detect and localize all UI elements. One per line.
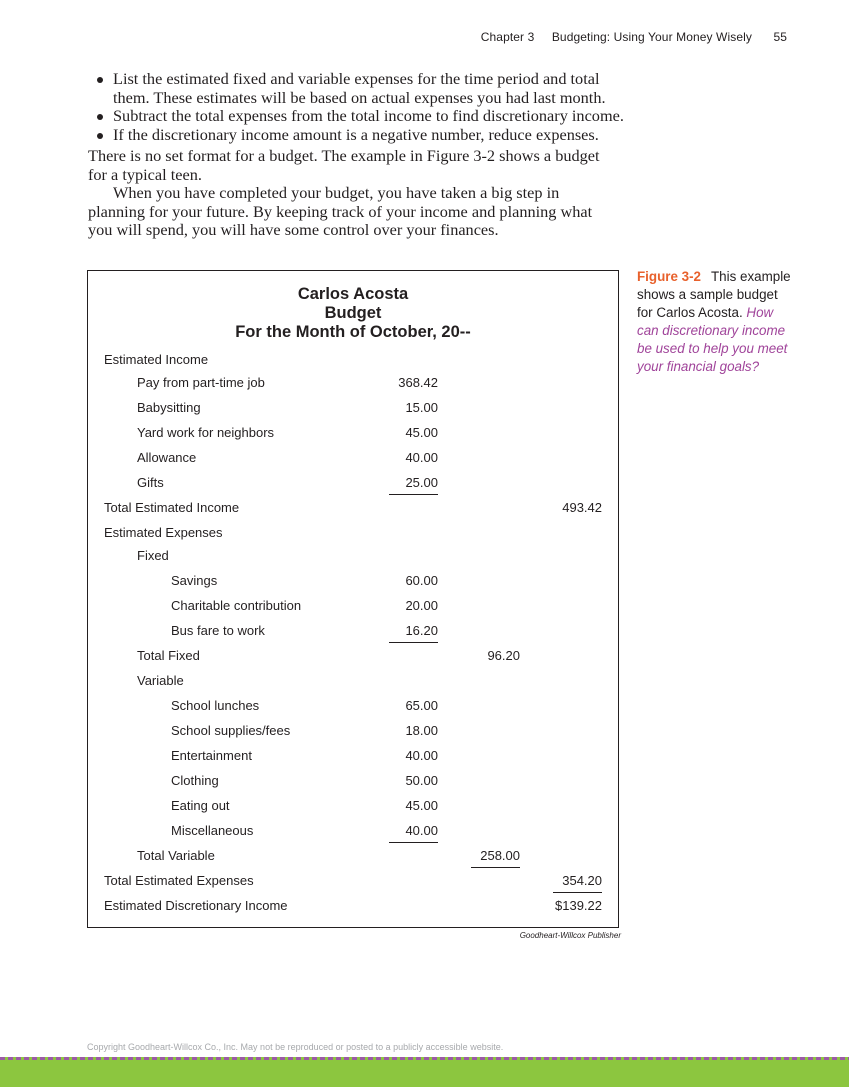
figure-caption	[637, 268, 797, 376]
row-label: Estimated Income	[104, 352, 209, 367]
row-amount: 368.42	[398, 375, 438, 390]
list-item: If the discretionary income amount is a negative number, reduce expenses.	[94, 126, 624, 145]
income-row	[88, 373, 618, 393]
budget-subtitle: Budget	[324, 304, 382, 322]
row-amount: 20.00	[405, 598, 438, 613]
subtotal-rule	[471, 867, 520, 868]
total-fixed-row	[88, 646, 618, 666]
chapter-title: Budgeting: Using Your Money Wisely	[551, 30, 752, 44]
total-expenses-row	[88, 871, 618, 891]
total-income-row	[88, 498, 618, 518]
row-label: School supplies/fees	[171, 723, 291, 738]
row-amount: 493.42	[562, 500, 602, 515]
row-label: Total Fixed	[137, 648, 200, 663]
fixed-expense-row	[88, 596, 618, 616]
total-variable-row	[88, 846, 618, 866]
row-amount: 16.20	[405, 623, 438, 638]
variable-expense-row	[88, 721, 618, 741]
variable-expense-row	[88, 746, 618, 766]
caption-question: How can discretionary income be used to help you meet your financial goals?	[637, 305, 788, 374]
estimated-income-heading	[88, 350, 618, 370]
fixed-heading	[88, 546, 618, 566]
income-row	[88, 448, 618, 468]
budget-name: Carlos Acosta	[297, 285, 409, 303]
row-amount: 60.00	[405, 573, 438, 588]
copyright-notice: Copyright Goodheart-Willcox Co., Inc. May not be reproduced or posted to a publicly accessible website.	[87, 1042, 504, 1052]
subtotal-rule	[389, 642, 438, 643]
income-row	[88, 398, 618, 418]
row-amount: 40.00	[405, 450, 438, 465]
variable-expense-row	[88, 821, 618, 841]
row-amount: 40.00	[405, 748, 438, 763]
row-label: Yard work for neighbors	[137, 425, 275, 440]
row-label: Charitable contribution	[171, 598, 302, 613]
page-number: 55	[773, 30, 787, 44]
row-label: Babysitting	[137, 400, 201, 415]
row-label: Estimated Discretionary Income	[104, 898, 288, 913]
discretionary-income-row	[88, 896, 618, 916]
row-amount: 65.00	[405, 698, 438, 713]
variable-expense-row	[88, 696, 618, 716]
row-label: Bus fare to work	[171, 623, 265, 638]
figure-label: Figure 3-2	[637, 269, 701, 284]
row-label: Allowance	[137, 450, 197, 465]
fixed-expense-row	[88, 621, 618, 641]
footer-dotted-border	[0, 1057, 849, 1060]
row-label: Total Variable	[137, 848, 215, 863]
publisher-credit: Goodheart-Willcox Publisher	[519, 931, 621, 940]
subtotal-rule	[389, 842, 438, 843]
row-label: Estimated Expenses	[104, 525, 223, 540]
estimated-expenses-heading	[88, 523, 618, 543]
row-label: Eating out	[171, 798, 230, 813]
caption-text: This example shows a sample budget for Carlos Acosta.	[637, 269, 791, 320]
row-label: Miscellaneous	[171, 823, 254, 838]
row-amount: 96.20	[487, 648, 520, 663]
row-label: Fixed	[137, 548, 169, 563]
row-label: Variable	[137, 673, 184, 688]
row-label: Entertainment	[171, 748, 252, 763]
fixed-expense-row	[88, 571, 618, 591]
variable-heading	[88, 671, 618, 691]
row-label: Clothing	[171, 773, 219, 788]
row-amount: 40.00	[405, 823, 438, 838]
row-label: Gifts	[137, 475, 164, 490]
row-amount: 258.00	[480, 848, 520, 863]
subtotal-rule	[553, 892, 602, 893]
row-amount: 354.20	[562, 873, 602, 888]
variable-expense-row	[88, 771, 618, 791]
row-label: Total Estimated Income	[104, 500, 240, 515]
row-label: Pay from part-time job	[137, 375, 265, 390]
income-row	[88, 423, 618, 443]
chapter-number: Chapter 3	[480, 30, 535, 44]
paragraph-format: There is no set format for a budget. The example in Figure 3-2 shows a budget for a typical teen.	[88, 146, 600, 184]
steps-list	[94, 70, 624, 144]
list-item: List the estimated fixed and variable expenses for the time period and total them. These estimates will be based on actual expenses you had last month.	[94, 70, 624, 107]
row-amount: 25.00	[405, 475, 438, 490]
budget-figure	[87, 270, 619, 928]
row-amount: 15.00	[405, 400, 438, 415]
footer-band	[0, 1057, 849, 1087]
row-amount: 18.00	[405, 723, 438, 738]
income-row	[88, 473, 618, 493]
row-amount: 45.00	[405, 798, 438, 813]
budget-period: For the Month of October, 20--	[235, 323, 471, 341]
row-amount: 50.00	[405, 773, 438, 788]
list-item: Subtract the total expenses from the total income to find discretionary income.	[94, 107, 624, 126]
row-amount: $139.22	[555, 898, 602, 913]
row-amount: 45.00	[405, 425, 438, 440]
paragraph-planning: When you have completed your budget, you have taken a big step in planning for your future. By keeping track of your income and planning what you will spend, you will have some control over your finances.	[88, 183, 593, 239]
row-label: Savings	[171, 573, 218, 588]
variable-expense-row	[88, 796, 618, 816]
subtotal-rule	[389, 494, 438, 495]
row-label: School lunches	[171, 698, 260, 713]
row-label: Total Estimated Expenses	[104, 873, 254, 888]
running-header	[467, 30, 787, 44]
